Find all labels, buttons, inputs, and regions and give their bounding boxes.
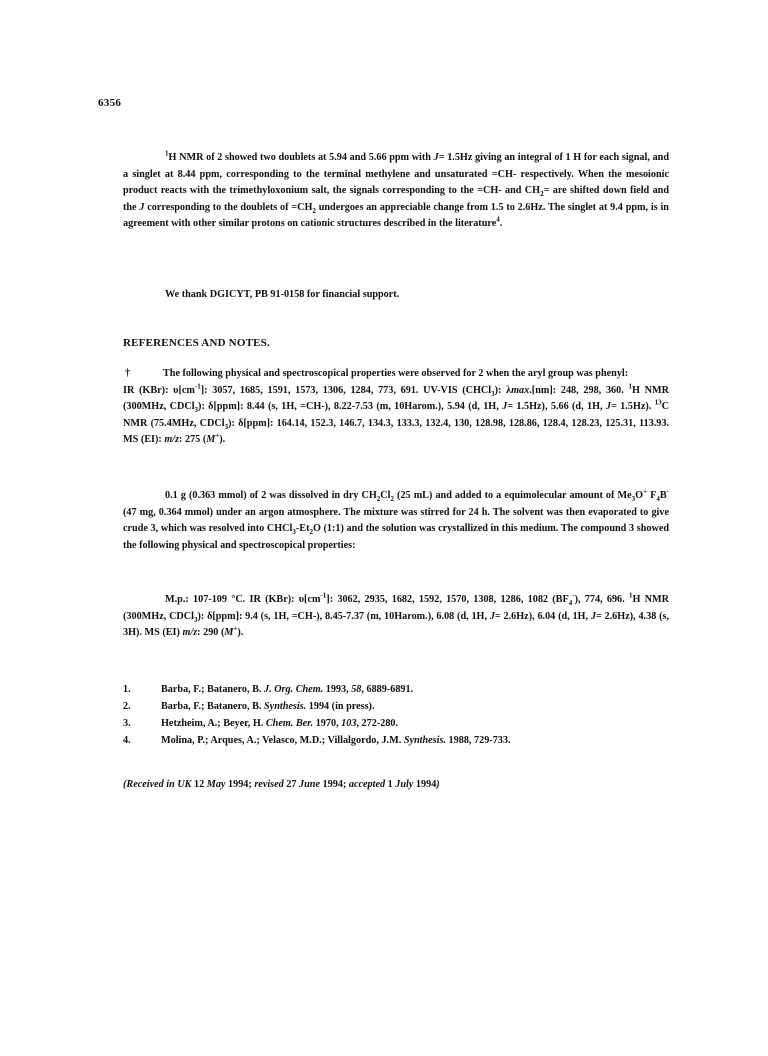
references-heading: REFERENCES AND NOTES. xyxy=(123,337,270,349)
procedure-paragraph: 0.1 g (0.363 mmol) of 2 was dissolved in dry $CH_2Cl_2$ (25 mL) and added to a equimolecular amount of $Me_3O^+$ $F_4B^-$ (47 mg, 0.364 mmol) under an argon atmosphere. The mixture was stirred for 24 h. The solvent was then evaporated to give crude 3, which was resolved into $CHCl_3-Et_2O$ (1:1) and the solution was crystallized in this medium. The compound 3 showed the following physical and spectroscopical properties: xyxy=(123,487,670,551)
reference-text: Molina, P.; Arques, A.; Velasco, M.D.; Villalgordo, J.M. Synthesis. 1988, 729-733. xyxy=(161,735,511,746)
dagger-note-spectra: IR (KBr): $\upsilon[cm^{-1}]$: 3057, 1685, 1591, 1573, 1306, 1284, 773, 691. UV-VIS (CHCl$_3$): λmax.[nm]: 248, 298, 360. $^1$H NMR (300MHz, CDCl$_3$): δ[ppm]: 8.44 (s, 1H, =CH-), 8.22-7.53 (m, 10Harom.), 5.94 (d, 1H, J= 1.5Hz), 5.66 (d, 1H, J= 1.5Hz). $^{13}$C NMR (75.4MHz, CDCl$_3$): δ[ppm]: 164.14, 152.3, 146.7, 134.3, 133.3, 132.4, 130, 128.98, 128.86, 128.4, 128.23, 125.31, 113.93. MS (EI): m/z: 275 (M+). xyxy=(123,382,670,445)
acknowledgement: We thank DGICYT, PB 91-0158 for financial support. xyxy=(165,289,400,300)
dagger-note xyxy=(123,366,669,449)
reference-list xyxy=(123,681,669,749)
reference-item xyxy=(123,715,669,732)
compound3-data: M.p.: 107-109 °C. IR (KBr): $\upsilon[cm^{-1}]$: 3062, 2935, 1682, 1592, 1570, 1308, 1286, 1082 $(BF_4^-)$, 774, 696. $^1$H NMR (300MHz, CDCl$_3$): δ[ppm]: 9.4 (s, 1H, =CH-), 8.45-7.37 (m, 10Harom.), 6.08 (d, 1H, J= 2.6Hz), 6.04 (d, 1H, J= 2.6Hz), 4.38 (s, 3H). MS (EI) m/z: 290 (M+). xyxy=(123,591,669,638)
reference-item xyxy=(123,698,669,715)
reference-number: 4. xyxy=(123,735,131,746)
reference-number: 1. xyxy=(123,684,131,695)
reference-text: Barba, F.; Batanero, B. Synthesis. 1994 (in press). xyxy=(161,701,375,712)
reference-text: Barba, F.; Batanero, B. J. Org. Chem. 1993, 58, 6889-6891. xyxy=(161,684,414,695)
nmr-paragraph: $^1$H NMR of 2 showed two doublets at 5.94 and 5.66 ppm with J= 1.5Hz giving an integral of 1 H for each signal, and a singlet at 8.44 ppm, corresponding to the terminal methylene and unsaturated =CH- respectively. When the mesoionic product reacts with the trimethyloxonium salt, the signals corresponding to the =CH- and $CH_2=$ are shifted down field and the J corresponding to the doublets of $=CH_2$ undergoes an appreciable change from 1.5 to 2.6Hz. The singlet at 9.4 ppm, is in agreement with other similar protons on cationic structures described in the literature$^4$. xyxy=(123,149,669,229)
reference-text: Hetzheim, A.; Beyer, H. Chem. Ber. 1970, 103, 272-280. xyxy=(161,718,399,729)
reference-number: 3. xyxy=(123,718,131,729)
received-dates: (Received in UK 12 May 1994; revised 27 June 1994; accepted 1 July 1994) xyxy=(123,779,440,790)
page-number: 6356 xyxy=(98,97,122,109)
dagger-note-intro-first: The following physical and spectroscopical properties were observed for 2 when the aryl group was phenyl: xyxy=(163,368,629,379)
reference-item xyxy=(123,681,669,698)
reference-item xyxy=(123,732,669,749)
dagger-symbol: † xyxy=(125,368,131,379)
reference-number: 2. xyxy=(123,701,131,712)
